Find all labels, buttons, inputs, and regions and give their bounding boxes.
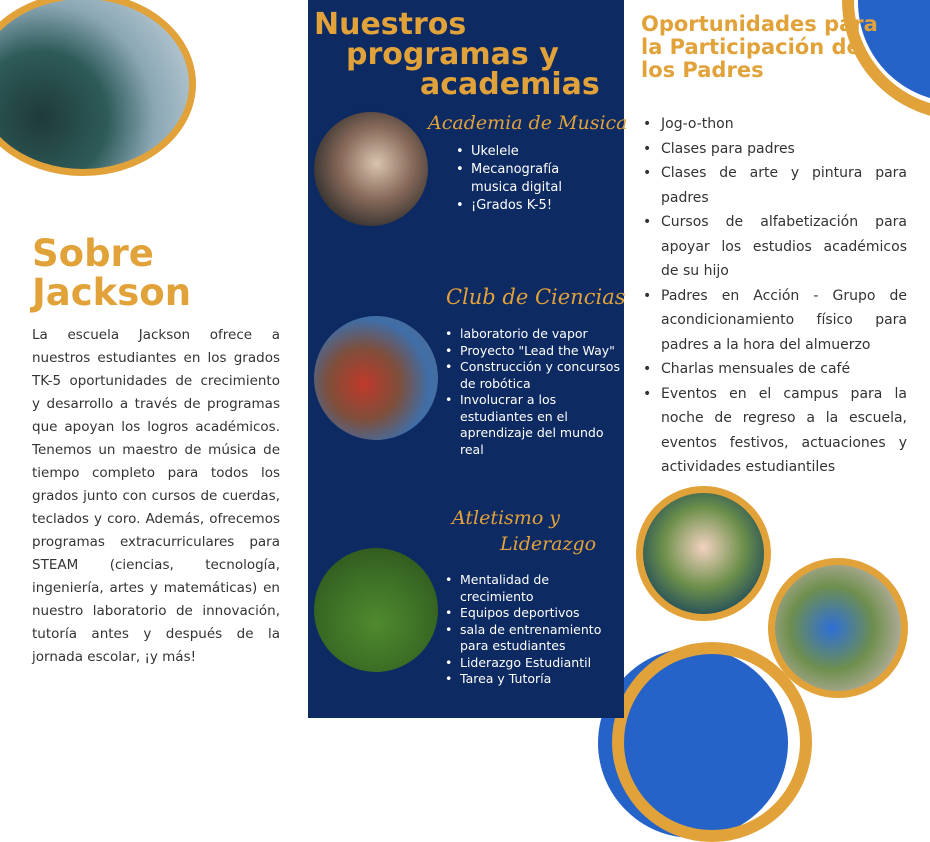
list-item: • Mecanografía musica digital xyxy=(456,161,606,197)
music-list xyxy=(456,143,606,215)
programs-title xyxy=(314,7,604,102)
list-item: • laboratorio de vapor xyxy=(445,326,623,343)
decorative-gold-ring-bottom xyxy=(612,642,812,842)
students-photo xyxy=(0,0,196,176)
list-item: • Construcción y concursos de robótica xyxy=(445,359,623,392)
athletics-list xyxy=(445,572,620,688)
programs-title-line3: academias xyxy=(420,67,600,102)
parent-photo-1 xyxy=(636,486,771,621)
music-title: Academia de Musica xyxy=(428,112,628,134)
list-item: • Proyecto "Lead the Way" xyxy=(445,343,623,360)
list-item: • Mentalidad de crecimiento xyxy=(445,572,620,605)
science-list xyxy=(445,326,623,458)
list-item: • Equipos deportivos xyxy=(445,605,620,622)
list-item: • Clases para padres xyxy=(641,137,907,162)
parent-photo-2 xyxy=(768,558,908,698)
list-item: • Ukelele xyxy=(456,143,606,161)
parents-list xyxy=(641,112,907,480)
list-item: • Charlas mensuales de café xyxy=(641,357,907,382)
programs-title-line2: programas y xyxy=(346,37,559,72)
list-item: • Jog-o-thon xyxy=(641,112,907,137)
programs-title-line1: Nuestros xyxy=(314,7,467,42)
athletics-title-line1: Atletismo y xyxy=(452,507,561,529)
list-item: • Padres en Acción - Grupo de acondicionamiento físico para padres a la hora del almuerzo xyxy=(641,284,907,358)
parents-title: Oportunidades para la Participación de los Padres xyxy=(641,12,878,82)
list-item: • Tarea y Tutoría xyxy=(445,671,620,688)
about-title: Sobre Jackson xyxy=(32,232,192,314)
list-item: • ¡Grados K-5! xyxy=(456,197,606,215)
music-photo xyxy=(312,110,430,228)
athletics-title xyxy=(452,505,612,557)
list-item: • Clases de arte y pintura para padres xyxy=(641,161,907,210)
science-photo xyxy=(314,316,438,440)
list-item: • sala de entrenamiento para estudiantes xyxy=(445,622,620,655)
athletics-photo xyxy=(314,548,438,672)
athletics-title-line2: Liderazgo xyxy=(500,533,597,555)
list-item: • Cursos de alfabetización para apoyar los estudios académicos de su hijo xyxy=(641,210,907,284)
list-item: • Liderazgo Estudiantil xyxy=(445,655,620,672)
science-title: Club de Ciencias xyxy=(446,285,626,309)
list-item: • Eventos en el campus para la noche de regreso a la escuela, eventos festivos, actuaciones y actividades estudiantiles xyxy=(641,382,907,480)
about-body: La escuela Jackson ofrece a nuestros estudiantes en los grados TK-5 oportunidades de crecimiento y desarrollo a través de programas que apoyan los logros académicos. Tenemos un maestro de música de tiempo completo para todos los grados junto con cursos de cuerdas, teclados y coro. Además, ofrecemos programas extracurriculares para STEAM (ciencias, tecnología, ingeniería, artes y matemáticas) en nuestro laboratorio de innovación, tutoría antes y después de la jornada escolar, ¡y más! xyxy=(32,327,280,665)
list-item: • Involucrar a los estudiantes en el aprendizaje del mundo real xyxy=(445,392,623,458)
